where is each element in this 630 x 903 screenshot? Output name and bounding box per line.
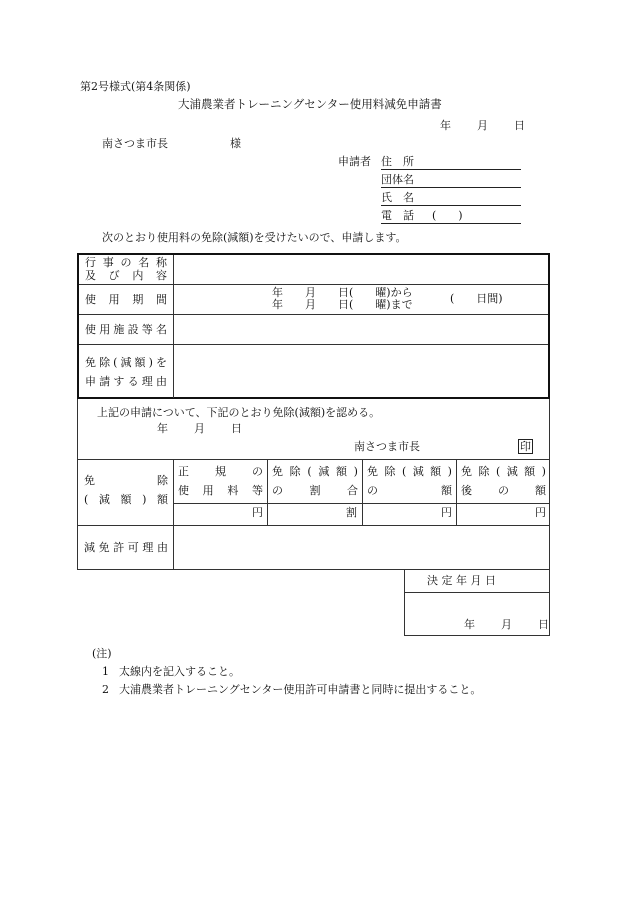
col-divider-2 <box>362 459 363 525</box>
reason-label: 免 除 ( 減 額 ) を 申 請 す る 理 由 <box>79 345 174 398</box>
reason-row <box>79 344 548 398</box>
applicant-label: 申請者 <box>338 155 371 168</box>
date-day: 日 <box>514 119 525 132</box>
decision-year: 年 <box>464 618 475 631</box>
approval-date-year: 年 <box>157 422 168 435</box>
approval-date-month: 月 <box>194 422 205 435</box>
note-number: 1 <box>102 665 109 678</box>
form-number: 第2号様式(第4条関係) <box>80 80 191 93</box>
decision-day: 日 <box>538 618 549 631</box>
period-days: ( 日間) <box>450 292 503 305</box>
decision-month: 月 <box>501 618 512 631</box>
applicant-phone-field[interactable] <box>381 209 521 224</box>
period-row <box>79 284 548 315</box>
period-from: 年 月 日( 曜)から <box>272 286 413 299</box>
decision-label: 決 定 年 月 日 <box>427 574 496 587</box>
address-label: 住 所 <box>381 155 414 168</box>
unit-yen-amount[interactable]: 円 <box>441 506 452 519</box>
unit-wari-rate[interactable]: 割 <box>346 506 357 519</box>
approval-date <box>157 422 242 436</box>
note-number: 2 <box>102 683 109 696</box>
col-divider-3 <box>456 459 457 525</box>
applicant-name-field[interactable] <box>381 191 521 206</box>
seal-mark: 印 <box>520 440 531 453</box>
approval-statement: 上記の申請について、下記のとおり免除(減額)を認める。 <box>97 406 381 419</box>
decision-date[interactable] <box>464 618 549 632</box>
note-text: 大浦農業者トレーニングセンター使用許可申請書と同時に提出すること。 <box>119 683 482 696</box>
page-title: 大浦農業者トレーニングセンター使用料減免申請書 <box>178 97 442 111</box>
period-input[interactable] <box>174 285 548 315</box>
reason-input[interactable] <box>174 345 548 398</box>
note-item-2 <box>102 683 481 697</box>
application-form-table <box>77 253 550 399</box>
col-reduction-amount: 免 除 ( 減 額 ) の 額 <box>367 465 452 497</box>
event-label: 行 事 の 名 称 及 び 内 容 <box>79 255 174 284</box>
amount-unit-line <box>173 503 549 504</box>
amount-top-line <box>78 459 549 460</box>
decision-date-box <box>404 569 550 636</box>
notes-heading: (注) <box>92 647 112 660</box>
addressee: 南さつま市長 <box>102 137 168 150</box>
permit-reason-label: 減 免 許 可 理 由 <box>84 541 168 554</box>
applicant-group-field[interactable] <box>381 173 521 188</box>
intro-text: 次のとおり使用料の免除(減額)を受けたいので、申請します。 <box>102 231 407 244</box>
approval-seal <box>518 439 533 454</box>
event-input[interactable] <box>174 255 548 284</box>
note-item-1 <box>102 665 240 679</box>
phone-paren: ( ) <box>432 209 463 222</box>
note-text: 太線内を記入すること。 <box>119 665 240 678</box>
col-divider-1 <box>267 459 268 525</box>
unit-yen-regular[interactable]: 円 <box>252 506 263 519</box>
group-label: 団体名 <box>381 173 414 186</box>
decision-divider <box>405 592 549 593</box>
phone-label: 電 話 <box>381 209 414 222</box>
application-date <box>440 119 525 133</box>
amount-label: 免 除 ( 減 額 ) 額 <box>84 474 168 506</box>
facility-label: 使 用 施 設 等 名 <box>79 315 174 345</box>
unit-yen-after[interactable]: 円 <box>535 506 546 519</box>
event-row <box>79 255 548 284</box>
col-after-reduction: 免 除 ( 減 額 ) 後 の 額 <box>461 465 546 497</box>
col-regular-fee: 正 規 の 使 用 料 等 <box>178 465 263 497</box>
honorific: 様 <box>230 137 241 150</box>
name-label: 氏 名 <box>381 191 414 204</box>
date-year: 年 <box>440 119 451 132</box>
facility-input[interactable] <box>174 315 548 345</box>
date-month: 月 <box>477 119 488 132</box>
col-reduction-rate: 免 除 ( 減 額 ) の 割 合 <box>272 465 358 497</box>
period-label: 使 用 期 間 <box>79 285 174 315</box>
applicant-address-field[interactable] <box>381 155 521 170</box>
permit-reason-input[interactable] <box>174 526 549 569</box>
period-to: 年 月 日( 曜)まで <box>272 298 413 311</box>
approval-date-day: 日 <box>231 422 242 435</box>
facility-row <box>79 314 548 345</box>
approval-section <box>77 399 550 570</box>
approval-mayor: 南さつま市長 <box>354 440 420 453</box>
